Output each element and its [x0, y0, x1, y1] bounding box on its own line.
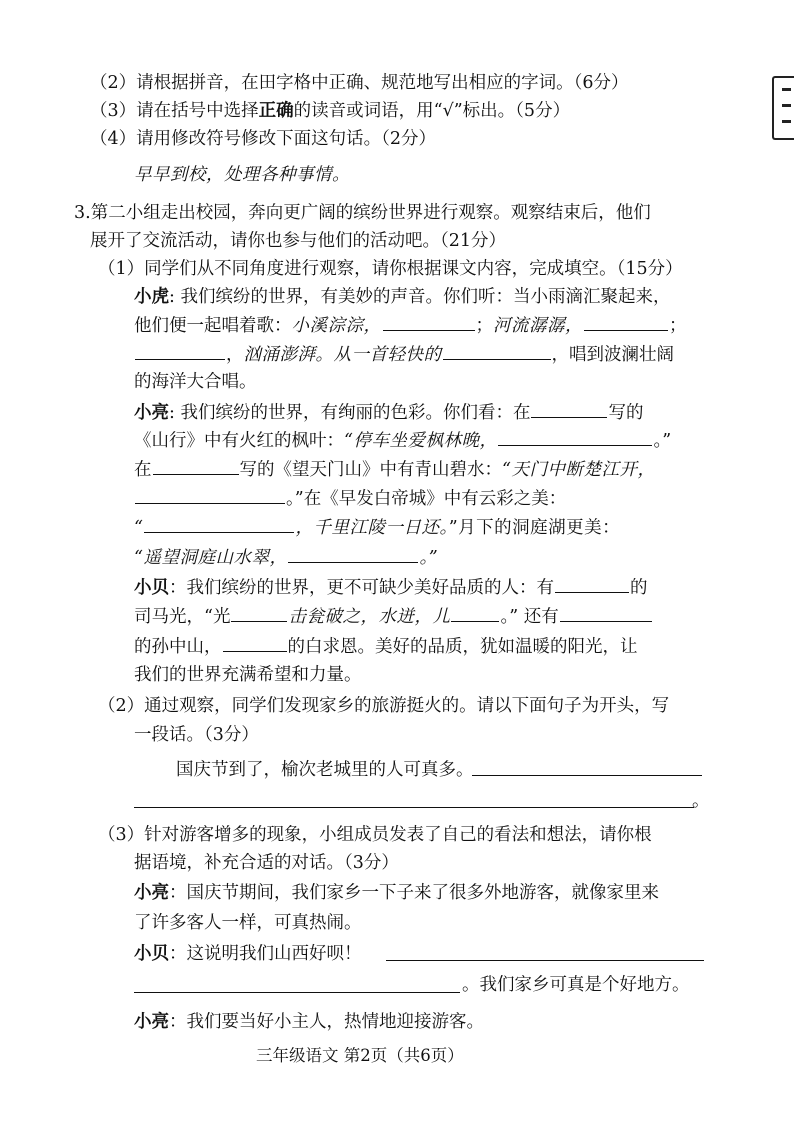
xiaobei-line2: [134, 604, 653, 629]
quote-text: “停车坐爱枫林晚，: [344, 431, 498, 451]
text: 的孙中山，: [134, 637, 222, 657]
question-3-1-heading: （1）同学们从不同角度进行观察，请你根据课文内容，完成填空。（15分）: [98, 259, 683, 279]
xiaoliang-line2: [134, 428, 671, 453]
xiaoliang-line6: [134, 545, 438, 570]
writing-prompt-start: 国庆节到了，榆次老城里的人可真多。: [176, 760, 474, 780]
quote-text: “天门中断楚江开，: [502, 460, 656, 480]
page-footer: 三年级语文 第2页（共6页）: [256, 1046, 464, 1065]
text: ，唱到波澜壮阔: [551, 345, 674, 365]
text: ，: [226, 345, 244, 365]
dialog-answer-line[interactable]: [134, 992, 460, 993]
xiaoliang-line1: [134, 400, 643, 425]
question-2-4: （4）请用修改符号修改下面这句话。（2分）: [90, 129, 437, 149]
text: 。”: [419, 548, 439, 568]
binding-mark: [782, 88, 791, 91]
binding-mark: [782, 120, 791, 123]
fill-blank[interactable]: [135, 342, 225, 360]
xiaobei-line4: 我们的世界充满希望和力量。: [134, 665, 362, 685]
question-3-line1: 3.第二小组走出校园，奔向更广阔的缤纷世界进行观察。观察结束后，他们: [74, 203, 651, 223]
writing-answer-line[interactable]: [134, 807, 694, 808]
question-2-3: [90, 99, 570, 123]
text: 《山行》中有火红的枫叶：: [134, 431, 344, 451]
xiaoliang-line4: [134, 486, 566, 511]
speaker-name: 小亮: [134, 1012, 169, 1032]
text: 在: [134, 460, 152, 480]
xiaobei-line3: [134, 634, 638, 659]
xiaoliang-line5: [134, 515, 620, 540]
quote-text: 击瓮破之，水迸，儿: [288, 607, 451, 627]
text: ：这说明我们山西好呗！: [169, 944, 362, 964]
fill-blank[interactable]: [383, 313, 475, 331]
binding-box: [772, 76, 794, 140]
text: 他们便一起唱着歌：: [134, 316, 292, 336]
text: 的: [630, 578, 648, 598]
speaker-name: 小贝: [134, 578, 169, 598]
text: 的白求恩。美好的品质，犹如温暖的阳光，让: [287, 637, 638, 657]
dialog-xiaoliang-1b: 了许多客人一样，可真热闹。: [134, 913, 362, 933]
text: （3）请在括号中选择: [90, 101, 259, 121]
fill-blank[interactable]: [135, 486, 285, 504]
xiaohu-line2: [134, 313, 687, 338]
quote-text: ，千里江陵一日还。: [295, 518, 449, 538]
text: 写的《望天门山》中有青山碧水：: [239, 460, 502, 480]
fill-blank[interactable]: [153, 457, 239, 475]
speaker-name: 小亮: [134, 883, 169, 903]
question-3-2-sub: 一段话。（3分）: [134, 725, 259, 745]
fill-blank[interactable]: [498, 428, 652, 446]
fill-blank[interactable]: [144, 515, 294, 533]
text: ；: [669, 316, 687, 336]
speaker-name: 小虎: [134, 287, 169, 307]
question-3-3-heading: （3）针对游客增多的现象，小组成员发表了自己的看法和想法，请你根: [98, 825, 652, 845]
text: : 我们缤纷的世界，有绚丽的色彩。你们看：在: [169, 403, 531, 423]
text: : 我们缤纷的世界，有美妙的声音。你们听：当小雨滴汇聚起来，: [169, 287, 671, 307]
xiaobei-line1: [134, 575, 648, 600]
text: “: [134, 518, 144, 538]
text: 写的: [608, 403, 644, 423]
text: ；: [475, 316, 493, 336]
fill-blank[interactable]: [451, 604, 499, 622]
text: 。”: [653, 431, 672, 451]
question-3-line2: 展开了交流活动，请你也参与他们的活动吧。（21分）: [90, 231, 507, 251]
writing-answer-line[interactable]: [472, 775, 702, 776]
quote-text: 小溪淙淙，: [291, 316, 382, 336]
fill-blank[interactable]: [231, 604, 287, 622]
fill-blank[interactable]: [584, 313, 668, 331]
dialog-xiaoliang-1: [134, 881, 659, 905]
dialog-answer-line[interactable]: [386, 960, 704, 961]
speaker-name: 小亮: [134, 403, 169, 423]
question-2-2: （2）请根据拼音，在田字格中正确、规范地写出相应的字词。（6分）: [90, 73, 629, 93]
dialog-xiaobei-end: 。我们家乡可真是个好地方。: [462, 975, 690, 995]
text: 司马光，“光: [134, 607, 231, 627]
period-mark: 。: [692, 791, 710, 811]
text: ”月下的洞庭湖更美：: [448, 518, 621, 538]
quote-text: 汹涌澎湃。从一首轻快的: [243, 345, 442, 365]
fill-blank[interactable]: [555, 575, 629, 593]
fill-blank[interactable]: [443, 342, 551, 360]
dialog-xiaobei: [134, 942, 362, 966]
text: 的读音或词语，用“√”标出。（5分）: [293, 101, 571, 121]
fill-blank[interactable]: [288, 545, 418, 563]
xiaohu-line1: [134, 285, 670, 309]
question-3-3-sub: 据语境，补充合适的对话。（3分）: [134, 853, 399, 873]
binding-mark: [782, 104, 791, 107]
xiaoliang-line3: [134, 457, 655, 482]
xiaohu-line3: [134, 342, 674, 367]
text: 。”在《早发白帝城》中有云彩之美：: [286, 489, 567, 509]
fill-blank[interactable]: [223, 634, 287, 652]
sentence-to-revise: 早早到校，处理各种事情。: [134, 165, 350, 185]
fill-blank[interactable]: [560, 604, 652, 622]
text: ：我们要当好小主人，热情地迎接游客。: [169, 1012, 484, 1032]
quote-text: “遥望洞庭山水翠，: [134, 548, 288, 568]
text: ：国庆节期间，我们家乡一下子来了很多外地游客，就像家里来: [169, 883, 659, 903]
quote-text: 河流潺潺，: [493, 316, 583, 336]
question-3-2-heading: （2）通过观察，同学们发现家乡的旅游挺火的。请以下面句子为开头，写: [98, 696, 670, 716]
text: ：我们缤纷的世界，更不可缺少美好品质的人：有: [169, 578, 554, 598]
speaker-name: 小贝: [134, 944, 169, 964]
bold-text: 正确: [258, 101, 294, 121]
xiaohu-line4: 的海洋大合唱。: [134, 372, 257, 392]
text: 。” 还有: [500, 607, 559, 627]
fill-blank[interactable]: [531, 400, 607, 418]
dialog-xiaoliang-2: [134, 1010, 484, 1034]
